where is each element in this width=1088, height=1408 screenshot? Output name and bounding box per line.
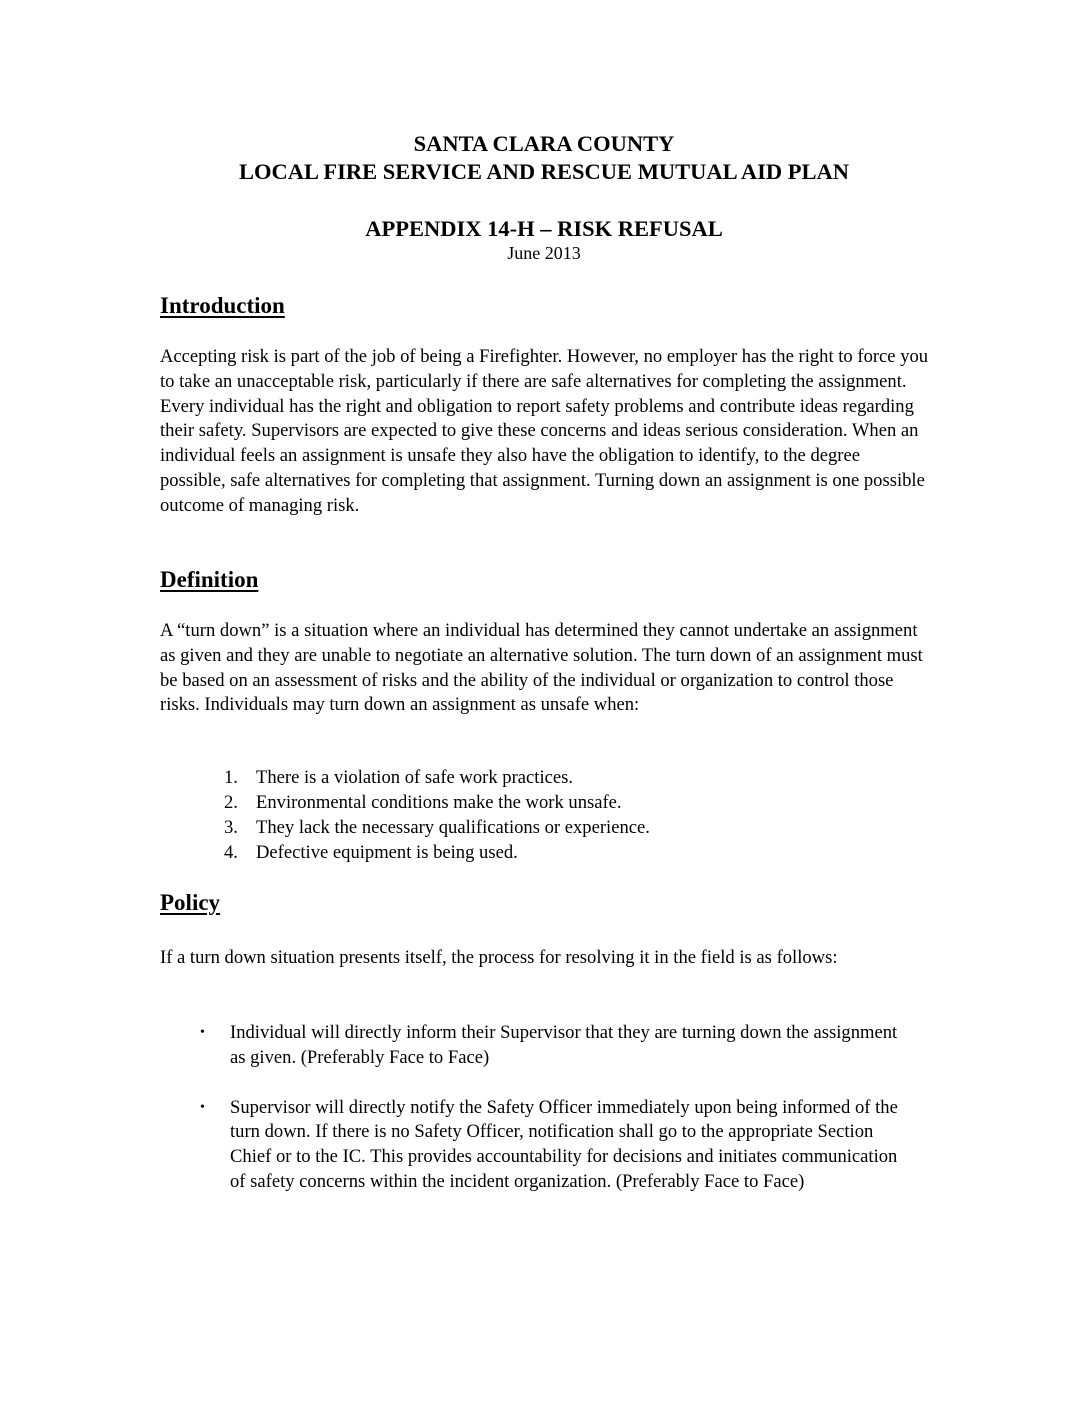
document-date: June 2013 bbox=[507, 243, 581, 263]
appendix-title: APPENDIX 14-H – RISK REFUSAL bbox=[365, 216, 723, 241]
list-item bbox=[224, 790, 650, 815]
unsafe-conditions-list bbox=[224, 765, 650, 865]
list-item-text: Defective equipment is being used. bbox=[256, 842, 518, 863]
bullet-icon: • bbox=[200, 1099, 205, 1115]
list-item-text: There is a violation of safe work practices. bbox=[256, 767, 574, 788]
list-item-number: 4. bbox=[224, 842, 238, 863]
bullet-icon: • bbox=[200, 1025, 205, 1040]
policy-paragraph: If a turn down situation presents itself, the process for resolving it in the field is as follows: bbox=[160, 947, 838, 968]
list-item bbox=[224, 840, 650, 865]
introduction-paragraph: Accepting risk is part of the job of being a Firefighter. However, no employer has the right to force you to take an unacceptable risk, particularly if there are safe alternatives for completing the assignment. Every individual has the right and obligation to report safety problems and contribute ideas regarding their safety. Supervisors are expected to give these concerns and ideas serious consideration. When an individual feels an assignment is unsafe they also have the obligation to identify, to the degree possible, safe alternatives for completing that assignment. Turning down an assignment is one possible outcome of managing risk. bbox=[160, 346, 929, 516]
policy-process-list bbox=[196, 1021, 916, 1220]
list-item-number: 3. bbox=[224, 817, 238, 838]
list-item-text: They lack the necessary qualifications or experience. bbox=[256, 817, 650, 838]
list-item-text: Supervisor will directly notify the Safety Officer immediately upon being informed of the turn down. If there is no Safety Officer, notification shall go to the appropriate Section Chief or to the IC. This provides accountability for decisions and initiates communication of safety concerns within the incident organization. (Preferably Face to Face) bbox=[230, 1096, 898, 1192]
list-item bbox=[196, 1096, 916, 1195]
document-title-line-2: LOCAL FIRE SERVICE AND RESCUE MUTUAL AID PLAN bbox=[239, 159, 849, 184]
list-item-number: 2. bbox=[224, 792, 238, 813]
list-item bbox=[224, 815, 650, 840]
policy-heading: Policy bbox=[160, 890, 221, 915]
document-title-line-1: SANTA CLARA COUNTY bbox=[413, 131, 675, 156]
list-item-number: 1. bbox=[224, 767, 238, 788]
list-item bbox=[224, 765, 650, 790]
list-item-text: Individual will directly inform their Supervisor that they are turning down the assignment as given. (Preferably Face to Face) bbox=[230, 1022, 898, 1068]
list-item bbox=[196, 1021, 916, 1071]
definition-heading: Definition bbox=[160, 567, 259, 592]
introduction-heading: Introduction bbox=[160, 293, 285, 318]
definition-paragraph: A “turn down” is a situation where an individual has determined they cannot undertake an assignment as given and they are unable to negotiate an alternative solution. The turn down of an assignment must be based on an assessment of risks and the ability of the individual or organization to control those risks. Individuals may turn down an assignment as unsafe when: bbox=[160, 620, 923, 716]
list-item-text: Environmental conditions make the work unsafe. bbox=[256, 792, 622, 813]
